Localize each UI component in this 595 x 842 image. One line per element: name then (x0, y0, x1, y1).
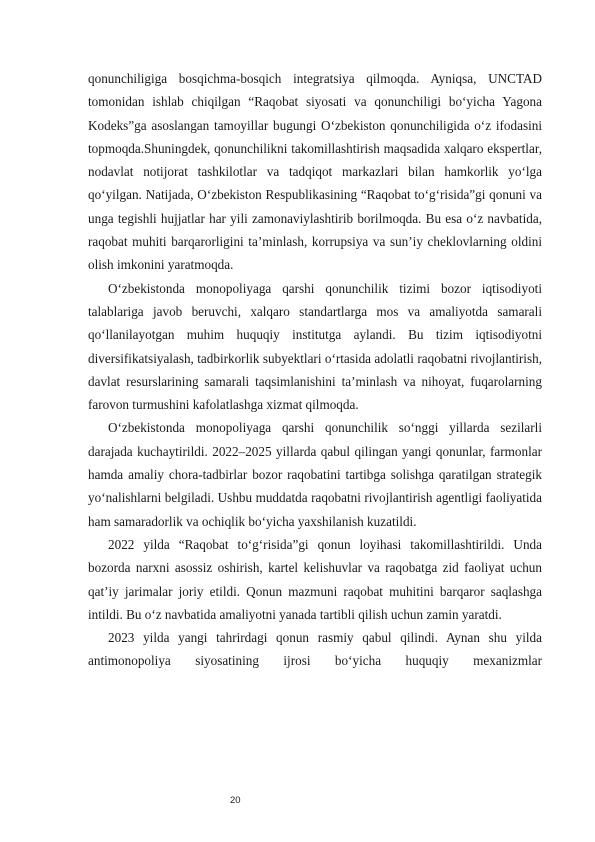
body-text (88, 67, 542, 673)
paragraph: O‘zbekistonda monopoliyaga qarshi qonunchilik tizimi bozor iqtisodiyoti talablariga javob beruvchi, xalqaro standartlarga mos va amaliyotda samarali qo‘llanilayotgan muhim huquqiy institutga aylandi. Bu tizim iqtisodiyotni diversifikatsiyalash, tadbirkorlik subyektlari o‘rtasida adolatli raqobatni rivojlantirish, davlat resurslarining samarali taqsimlanishini ta’minlash va nihoyat, fuqarolarning farovon turmushini kafolatlashga xizmat qilmoqda. (88, 280, 542, 413)
paragraph: qonunchiligiga bosqichma-bosqich integratsiya qilmoqda. Ayniqsa, UNCTAD tomonidan ishlab chiqilgan “Raqobat siyosati va qonunchiligi bo‘yicha Yagona Kodeks”ga asoslangan tamoyillar bugungi O‘zbekiston qonunchiligida o‘z ifodasini topmoqda.Shuningdek, qonunchilikni takomillashtirish maqsadida xalqaro ekspertlar, nodavlat notijorat tashkilotlar va tadqiqot markazlari bilan hamkorlik yo‘lga qo‘yilgan. Natijada, O‘zbekiston Respublikasining “Raqobat to‘g‘risida”gi qonuni va unga tegishli hujjatlar har yili zamonaviylashtirib borilmoqda. Bu esa o‘z navbatida, raqobat muhiti barqarorligini ta’minlash, korrupsiya va sun’iy cheklovlarning oldini olish imkonini yaratmoqda. (88, 71, 542, 273)
paragraph: O‘zbekistonda monopoliyaga qarshi qonunchilik so‘nggi yillarda sezilarli darajada kuchaytirildi. 2022–2025 yillarda qabul qilingan yangi qonunlar, farmonlar hamda amaliy chora-tadbirlar bozor raqobatini tartibga solishga qaratilgan strategik yo‘nalishlarni belgiladi. Ushbu muddatda raqobatni rivojlantirish agentligi faoliyatida ham samaradorlik va ochiqlik bo‘yicha yaxshilanish kuzatildi. (88, 420, 542, 529)
paragraph: 2022 yilda “Raqobat to‘g‘risida”gi qonun loyihasi takomillashtirildi. Unda bozorda narxni asossiz oshirish, kartel kelishuvlar va raqobatga zid faoliyat uchun qat’iy jarimalar joriy etildi. Qonun mazmuni raqobat muhitini barqaror saqlashga intildi. Bu o‘z navbatida amaliyotni yanada tartibli qilish uchun zamin yaratdi. (88, 536, 542, 622)
page-number: 20 (230, 795, 241, 806)
paragraph: 2023 yilda yangi tahrirdagi qonun rasmiy qabul qilindi. Aynan shu yilda antimonopoliya siyosatining ijrosi bo‘yicha huquqiy mexanizmlar (88, 630, 542, 669)
